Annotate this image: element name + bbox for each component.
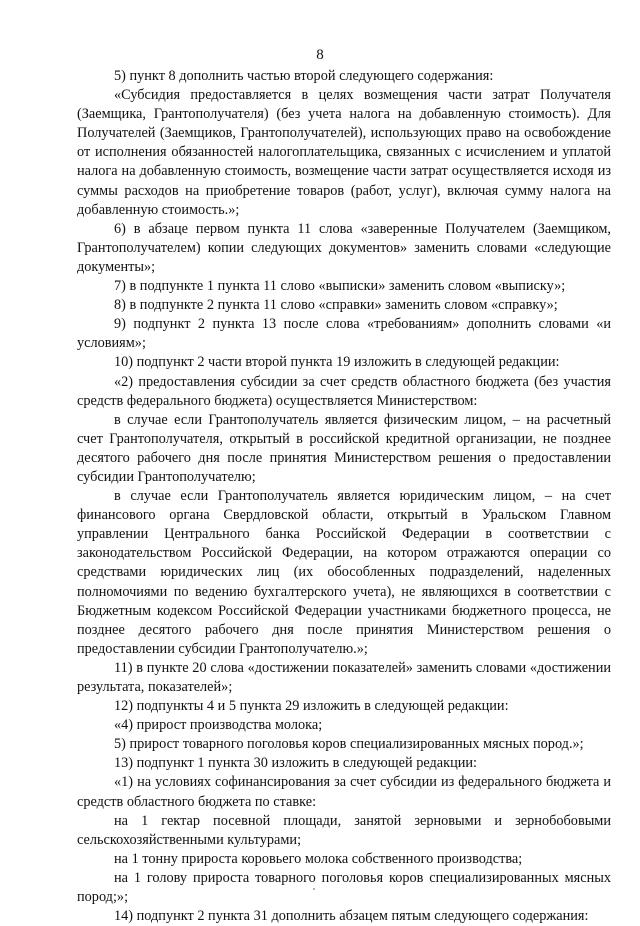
paragraph: в случае если Грантополучатель является физическим лицом, – на расчетный счет Грантополучателя, открытый в российской кредитной организации, не позднее десятого рабочего дня после принятия Министерством решения о предоставлении субсидии Грантополучателю; bbox=[77, 411, 611, 485]
document-body bbox=[77, 67, 611, 926]
paragraph: на 1 голову прироста товарного поголовья коров специализированных мясных пород;»; bbox=[77, 869, 611, 906]
paragraph: «4) прирост производства молока; bbox=[114, 717, 323, 734]
paragraph: на 1 тонну прироста коровьего молока собственного производства; bbox=[114, 850, 523, 867]
paragraph: на 1 гектар посевной площади, занятой зерновыми и зернобобовыми сельскохозяйственными культурами; bbox=[77, 812, 611, 848]
paragraph: 6) в абзаце первом пункта 11 слова «заверенные Получателем (Заемщиком, Грантополучателем) копии следующих документов» заменить словами «следующие документы»; bbox=[77, 220, 611, 275]
scan-speck bbox=[313, 888, 315, 890]
paragraph: 5) пункт 8 дополнить частью второй следующего содержания: bbox=[114, 68, 494, 84]
paragraph: «Субсидия предоставляется в целях возмещения части затрат Получателя (Заемщика, Грантополучателя) (без учета налога на добавленную стоимость). Для Получателей (Заемщиков, Грантополучателей), использующих право на освобождение от исполнения обязанностей налогоплательщика, связанных с исчислением и уплатой налога на добавленную стоимость, возмещение части затрат осуществляется исходя из суммы расходов на приобретение товаров (работ, услуг), включая сумму налога на добавленную стоимость.»; bbox=[77, 87, 611, 218]
page-number: 8 bbox=[316, 47, 324, 63]
paragraph: 9) подпункт 2 пункта 13 после слова «требованиям» дополнить словами «и условиям»; bbox=[77, 316, 611, 352]
paragraph: 5) прирост товарного поголовья коров специализированных мясных пород.»; bbox=[114, 736, 584, 753]
paragraph: 8) в подпункте 2 пункта 11 слово «справки» заменить словом «справку»; bbox=[114, 297, 558, 314]
paragraph: «1) на условиях софинансирования за счет субсидии из федерального бюджета и средств областного бюджета по ставке: bbox=[77, 774, 611, 810]
paragraph: 12) подпункты 4 и 5 пункта 29 изложить в следующей редакции: bbox=[114, 698, 509, 715]
paragraph: 11) в пункте 20 слова «достижении показателей» заменить словами «достижении результата, показателей»; bbox=[77, 659, 611, 695]
paragraph: в случае если Грантополучатель является юридическим лицом, – на счет финансового органа Свердловской области, открытый в Уральском Главном управлении Центрального банка Российской Федерации в соответствии с законодательством Российской Федерации, на котором отражаются операции со средствами юридических лиц (их обособленных подразделений, наделенных полномочиями по ведению бухгалтерского учета), не являющихся в соответствии с Бюджетным кодексом Российской Федерации участниками бюджетного процесса, не позднее десятого рабочего дня после принятия Министерством решения о предоставлении субсидии Грантополучателю.»; bbox=[77, 488, 611, 657]
paragraph: «2) предоставления субсидии за счет средств областного бюджета (без участия средств федерального бюджета) осуществляется Министерством: bbox=[77, 373, 611, 409]
paragraph: 14) подпункт 2 пункта 31 дополнить абзацем пятым следующего содержания: bbox=[114, 908, 589, 925]
paragraph: 10) подпункт 2 части второй пункта 19 изложить в следующей редакции: bbox=[114, 354, 560, 371]
paragraph: 7) в подпункте 1 пункта 11 слово «выписки» заменить словом «выписку»; bbox=[114, 278, 566, 295]
paragraph: 13) подпункт 1 пункта 30 изложить в следующей редакции: bbox=[114, 755, 478, 772]
